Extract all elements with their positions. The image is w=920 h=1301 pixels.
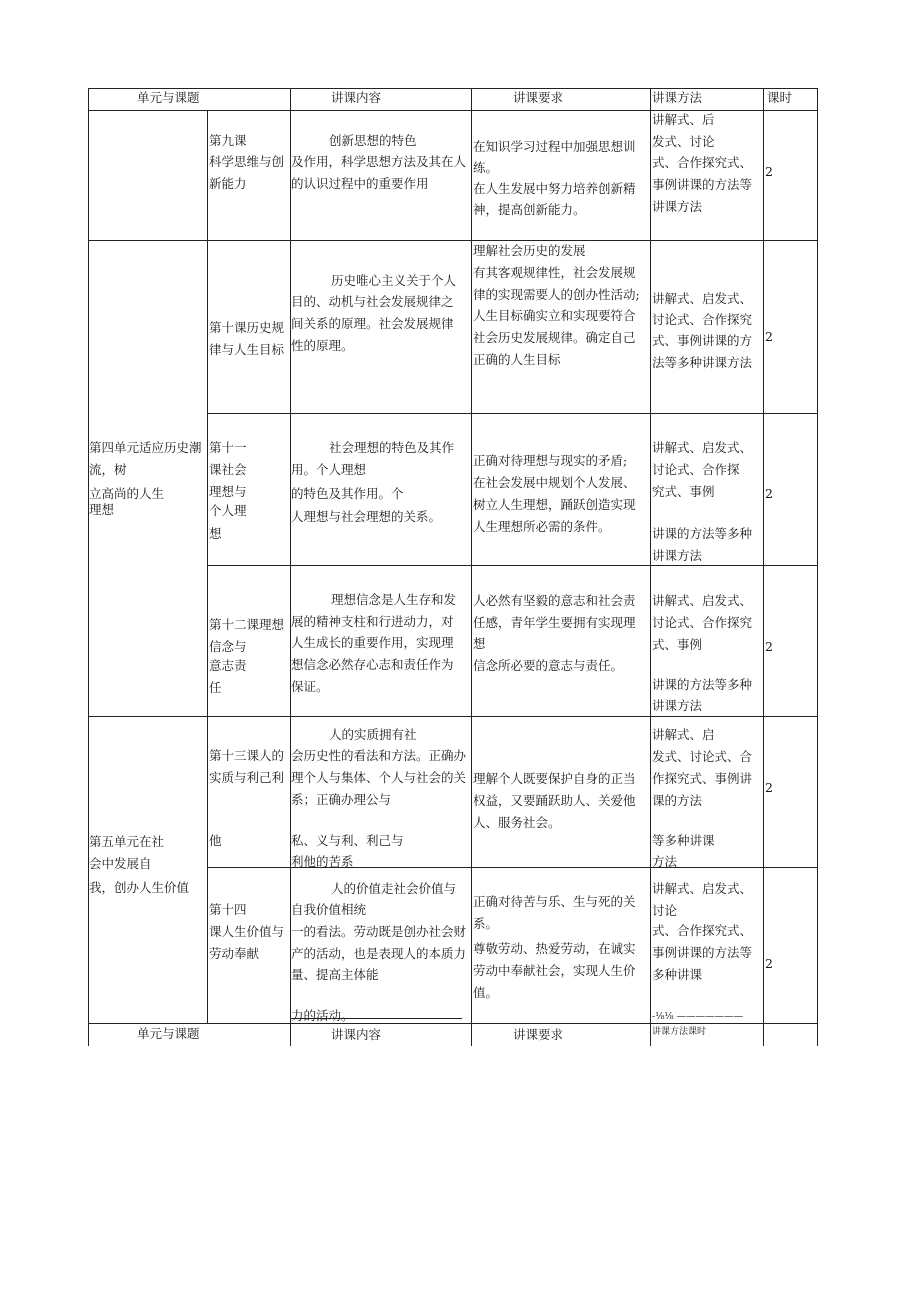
rule-col xyxy=(763,88,764,1046)
lesson-title: 第十一 xyxy=(209,440,247,455)
lesson-title: 第十三课人的 xyxy=(209,748,285,763)
lesson-requirement: 在人生发展中努力培养创新精 xyxy=(473,181,636,196)
lesson-method: 作探究式、事例讲 xyxy=(652,771,753,786)
lesson-requirement: 在知识学习过程中加强思想训 xyxy=(473,139,636,154)
header-hours: 课时 xyxy=(767,90,793,105)
lesson-method: 等多种讲课 xyxy=(652,833,715,848)
lesson-content: 的特色及其作用。个 xyxy=(291,486,404,501)
unit-label: 立高尚的人生 xyxy=(89,486,165,501)
lesson-title: 实质与利己利 xyxy=(209,770,285,785)
lesson-hours: 2 xyxy=(765,164,773,179)
lesson-content: 自我价值相统 xyxy=(291,902,367,917)
lesson-method: 式、事例讲课的方 xyxy=(652,333,753,348)
lesson-title: 课人生价值与 xyxy=(209,924,285,939)
lesson-title: 想 xyxy=(209,526,222,541)
lesson-requirement: 律的实现需要人的创办性活动; xyxy=(473,287,640,302)
lesson-content: 创新思想的特色 xyxy=(329,133,417,148)
lesson-method: 多种讲课 xyxy=(652,967,703,982)
lesson-title: 律与人生目标 xyxy=(209,342,285,357)
lesson-method: 讲解式、启发式、 xyxy=(652,881,753,896)
lesson-method: 发式、讨论式、合 xyxy=(652,749,753,764)
footer-header-method-hours: 讲课方法课时 xyxy=(652,1027,707,1037)
lesson-hours: 2 xyxy=(765,486,773,501)
lesson-requirement: 劳动中奉献社会，实现人生价 xyxy=(473,963,636,978)
lesson-method: 式、合作探究式、 xyxy=(652,923,753,938)
lesson-requirement: 尊敬劳动、热爱劳动，在诚实 xyxy=(473,941,636,956)
lesson-content: 会历史性的看法和方法。正确办 xyxy=(291,748,467,763)
lesson-requirement: 人、服务社会。 xyxy=(473,815,561,830)
lesson-requirement: 神，提高创新能力。 xyxy=(473,202,586,217)
rule-col xyxy=(88,88,89,1046)
lesson-method: 发式、讨论 xyxy=(652,134,715,149)
lesson-method: 法等多种讲课方法 xyxy=(652,355,753,370)
lesson-title: 新能力 xyxy=(209,176,247,191)
lesson-content: 理个人与集体、个人与社会的关 xyxy=(291,770,467,785)
lesson-method: 方法 xyxy=(652,854,678,869)
rule-col xyxy=(207,110,208,1023)
header-method: 讲课方法 xyxy=(652,90,703,105)
footer-mark: -⅛⅛ ——————— xyxy=(652,1011,744,1022)
unit-label: 我，创办人生价值 xyxy=(89,880,190,895)
rule-row xyxy=(207,413,818,414)
lesson-content: 人理想与社会理想的关系。 xyxy=(291,509,442,524)
lesson-content: 及作用，科学思想方法及其在人 xyxy=(291,154,467,169)
lesson-method: 究式、事例 xyxy=(652,484,715,499)
lesson-method: 讲课方法 xyxy=(652,698,703,713)
lesson-content: 间关系的原理。社会发展规律 xyxy=(291,316,454,331)
lesson-content: 私、义与利、利己与 xyxy=(291,833,404,848)
lesson-requirement: 任感，青年学生要拥有实现理 xyxy=(473,615,636,630)
lesson-requirement: 正确的人生目标 xyxy=(473,352,561,367)
footer-header-requirement: 讲课要求 xyxy=(513,1027,564,1042)
unit-label: 理想 xyxy=(89,502,115,517)
rule-col xyxy=(471,88,472,1046)
lesson-method: 式、合作探究式、 xyxy=(652,155,753,170)
lesson-content: 性的原理。 xyxy=(291,338,354,353)
lesson-method: 讲解式、启 xyxy=(652,727,715,742)
lesson-requirement: 权益，又要踊跃助人、关爱他 xyxy=(473,793,636,808)
lesson-title: 个人理 xyxy=(209,503,247,518)
header-unit: 单元与课题 xyxy=(137,90,200,105)
lesson-title: 科学思维与创 xyxy=(209,154,285,169)
lesson-method: 讨论 xyxy=(652,903,678,918)
lesson-content: 理想信念是人生存和发 xyxy=(331,592,457,607)
header-content: 讲课内容 xyxy=(331,90,382,105)
unit-label: 第四单元适应历史潮 xyxy=(89,440,202,455)
lesson-method: 讲课方法 xyxy=(652,199,703,214)
lesson-method: 讲解式、启发式、 xyxy=(652,440,753,455)
lesson-title: 课社会 xyxy=(209,462,247,477)
lesson-content: 人生成长的重要作用，实现理 xyxy=(291,635,454,650)
lesson-method: 讲课的方法等多种 xyxy=(652,526,753,541)
lesson-requirement: 人生理想所必需的条件。 xyxy=(473,519,611,534)
lesson-hours: 2 xyxy=(765,639,773,654)
lesson-method: 式、事例 xyxy=(652,637,703,652)
lesson-title: 意志责 xyxy=(209,658,247,673)
lesson-method: 讲解式、启发式、 xyxy=(652,593,753,608)
lesson-title: 劳动奉献 xyxy=(209,946,260,961)
lesson-method: 讨论式、合作探究 xyxy=(652,615,753,630)
lesson-content: 力的活动。 xyxy=(291,1008,354,1023)
rule-row xyxy=(88,240,818,241)
rule-col xyxy=(650,88,651,1046)
lesson-title: 他 xyxy=(209,833,222,848)
lesson-title: 第九课 xyxy=(209,133,247,148)
lesson-content: 展的精神支柱和行进动力，对 xyxy=(291,614,454,629)
lesson-title: 第十四 xyxy=(209,902,247,917)
lesson-requirement: 正确对待理想与现实的矛盾; xyxy=(473,453,628,468)
lesson-content: 一的看法。劳动既是创办社会财 xyxy=(291,924,467,939)
lesson-content: 保证。 xyxy=(291,679,329,694)
lesson-requirement: 系。 xyxy=(473,916,499,931)
lesson-requirement: 练。 xyxy=(473,160,499,175)
rule-row xyxy=(88,716,818,717)
lesson-requirement: 人必然有坚毅的意志和社会责 xyxy=(473,593,636,608)
lesson-requirement: 树立人生理想，踊跃创造实现 xyxy=(473,497,636,512)
lesson-content: 量、提高主体能 xyxy=(291,967,379,982)
lesson-requirement: 想 xyxy=(473,636,486,651)
rule-col xyxy=(817,88,818,1046)
lesson-method: 讲解式、启发式、 xyxy=(652,291,753,306)
lesson-content: 产的活动，也是表现人的本质力 xyxy=(291,946,467,961)
lesson-title: 第十二课理想 xyxy=(209,617,285,632)
lesson-content: 历史唯心主义关于个人 xyxy=(331,273,457,288)
unit-label: 会中发展自 xyxy=(89,856,152,871)
lesson-title: 信念与 xyxy=(209,639,247,654)
lesson-requirement: 正确对待苦与乐、生与死的关 xyxy=(473,894,636,909)
footer-header-unit: 单元与课题 xyxy=(137,1026,200,1041)
header-requirement: 讲课要求 xyxy=(513,90,564,105)
lesson-content: 人的价值走社会价值与 xyxy=(331,881,457,896)
lesson-requirement: 理解社会历史的发展 xyxy=(473,243,586,258)
lesson-hours: 2 xyxy=(765,956,773,971)
lesson-method: 讲解式、后 xyxy=(652,112,715,127)
lesson-content: 用。个人理想 xyxy=(291,462,367,477)
rule-row xyxy=(207,565,818,566)
unit-label: 流，树 xyxy=(89,462,127,477)
lesson-method: 事例讲课的方法等 xyxy=(652,945,753,960)
lesson-title: 任 xyxy=(209,680,222,695)
lesson-requirement: 社会历史发展规律。确定自己 xyxy=(473,330,636,345)
lesson-method: 讲课的方法等多种 xyxy=(652,677,753,692)
lesson-method: 讲课方法 xyxy=(652,548,703,563)
lesson-requirement: 值。 xyxy=(473,985,499,1000)
lesson-content: 人的实质拥有社 xyxy=(329,727,417,742)
lesson-hours: 2 xyxy=(765,780,773,795)
lesson-content: 目的、动机与社会发展规律之 xyxy=(291,294,454,309)
lesson-content: 系；正确办理公与 xyxy=(291,792,392,807)
lesson-content: 利他的苦系 xyxy=(291,854,354,869)
lesson-title: 理想与 xyxy=(209,484,247,499)
lesson-method: 讨论式、合作探 xyxy=(652,462,740,477)
lesson-requirement: 信念所必要的意志与责任。 xyxy=(473,658,624,673)
lesson-content: 社会理想的特色及其作 xyxy=(329,440,455,455)
lesson-requirement: 理解个人既要保护自身的正当 xyxy=(473,771,636,786)
lesson-requirement: 在社会发展中规划个人发展、 xyxy=(473,475,636,490)
lesson-requirement: 人生目标确实立和实现要符合 xyxy=(473,308,636,323)
lesson-requirement: 有其客观规律性，社会发展规 xyxy=(473,265,636,280)
lesson-content: 的认识过程中的重要作用 xyxy=(291,176,429,191)
lesson-title: 第十课历史规 xyxy=(209,320,285,335)
unit-label: 第五单元在社 xyxy=(89,834,165,849)
lesson-hours: 2 xyxy=(765,329,773,344)
lesson-method: 课的方法 xyxy=(652,793,703,808)
lesson-method: 事例讲课的方法等 xyxy=(652,177,753,192)
lesson-content: 想信念必然存心志和责任作为 xyxy=(291,657,454,672)
lesson-method: 讨论式、合作探究 xyxy=(652,312,753,327)
footer-header-content: 讲课内容 xyxy=(331,1027,382,1042)
